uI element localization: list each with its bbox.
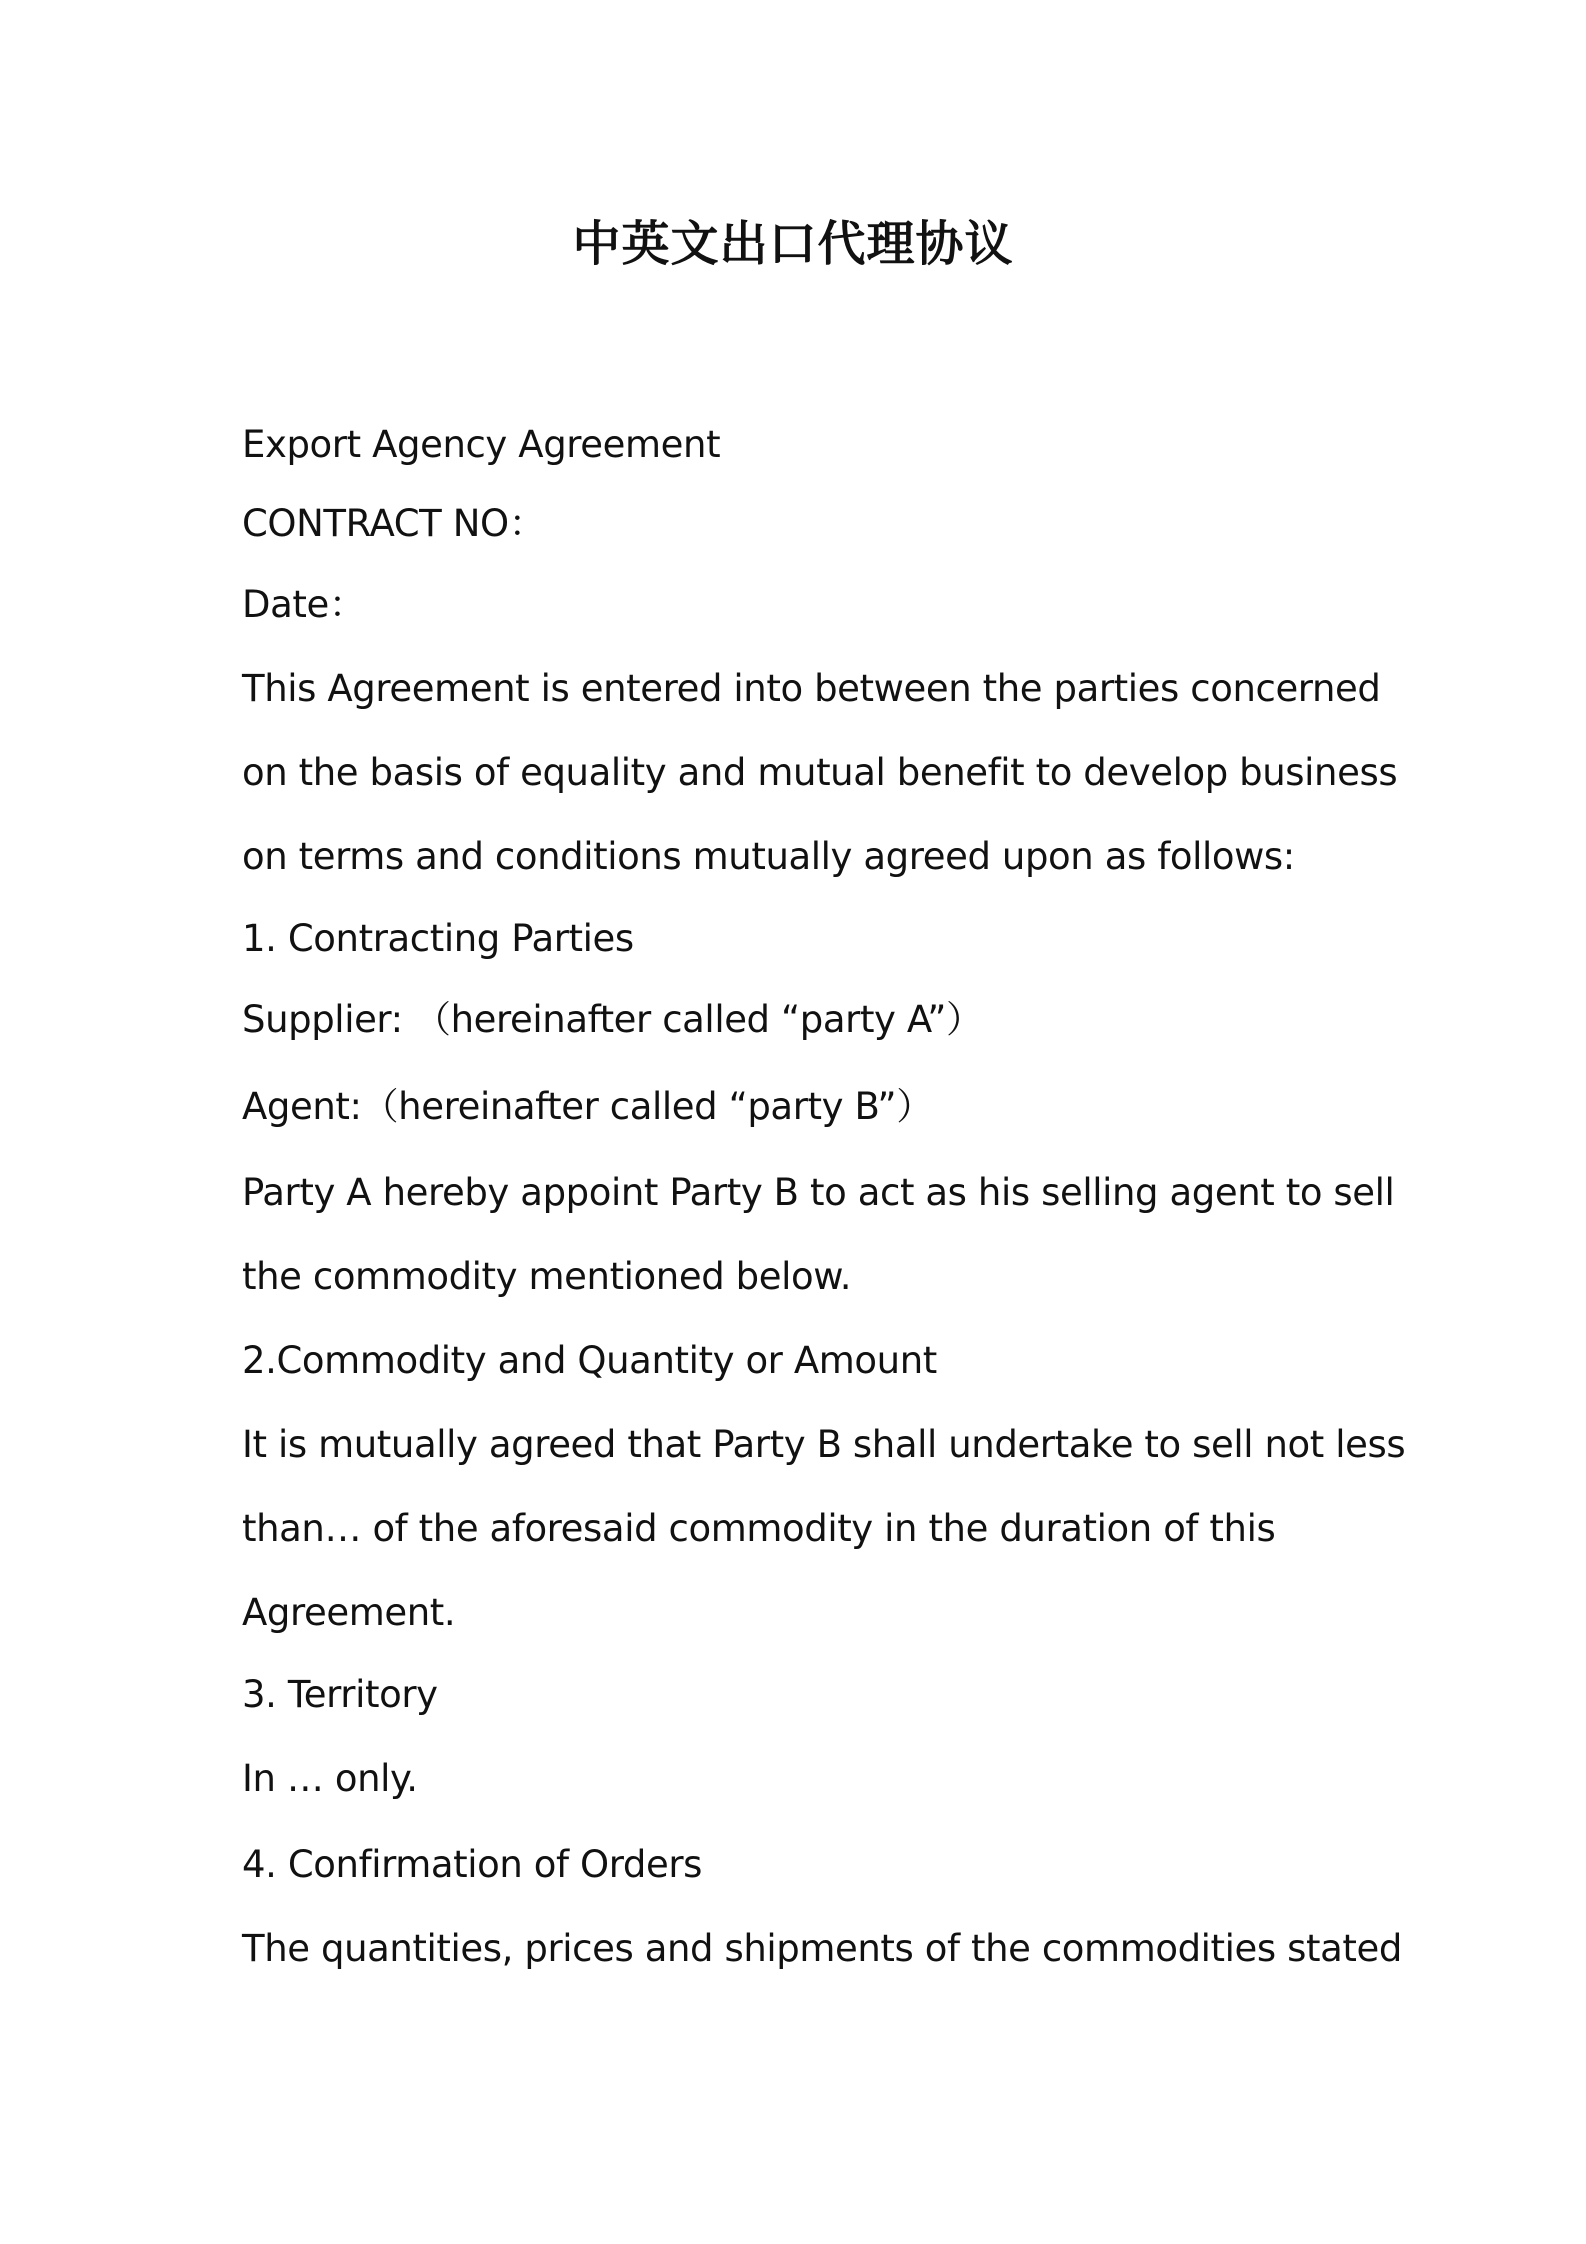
paragraph-line: on the basis of equality and mutual benefit to develop business: [242, 751, 1398, 794]
section-heading-territory: 3. Territory: [242, 1673, 438, 1716]
paragraph-line: It is mutually agreed that Party B shall undertake to sell not less: [242, 1423, 1406, 1466]
paragraph-line: than… of the aforesaid commodity in the duration of this: [242, 1507, 1276, 1550]
section-heading-contracting-parties: 1. Contracting Parties: [242, 917, 634, 960]
paragraph-line: the commodity mentioned below.: [242, 1255, 852, 1298]
section-heading-commodity: 2.Commodity and Quantity or Amount: [242, 1339, 937, 1382]
paragraph-line: Agreement.: [242, 1591, 456, 1634]
paragraph-line: This Agreement is entered into between the parties concerned: [242, 667, 1381, 710]
paragraph-line: on terms and conditions mutually agreed upon as follows:: [242, 835, 1295, 878]
date-label: Date：: [242, 583, 366, 626]
territory-line: In … only.: [242, 1757, 418, 1800]
section-heading-confirmation-of-orders: 4. Confirmation of Orders: [242, 1843, 703, 1886]
contract-number-label: CONTRACT NO：: [242, 502, 546, 545]
document-body: [242, 405, 1406, 1991]
paragraph-line: The quantities, prices and shipments of the commodities stated: [242, 1927, 1402, 1970]
agreement-heading: Export Agency Agreement: [242, 423, 721, 466]
supplier-line: Supplier: （hereinafter called “party A”）: [242, 998, 983, 1041]
paragraph-line: Party A hereby appoint Party B to act as his selling agent to sell: [242, 1171, 1395, 1214]
document-title: 中英文出口代理协议: [572, 216, 1014, 272]
agent-line: Agent:（hereinafter called “party B”）: [242, 1085, 933, 1128]
